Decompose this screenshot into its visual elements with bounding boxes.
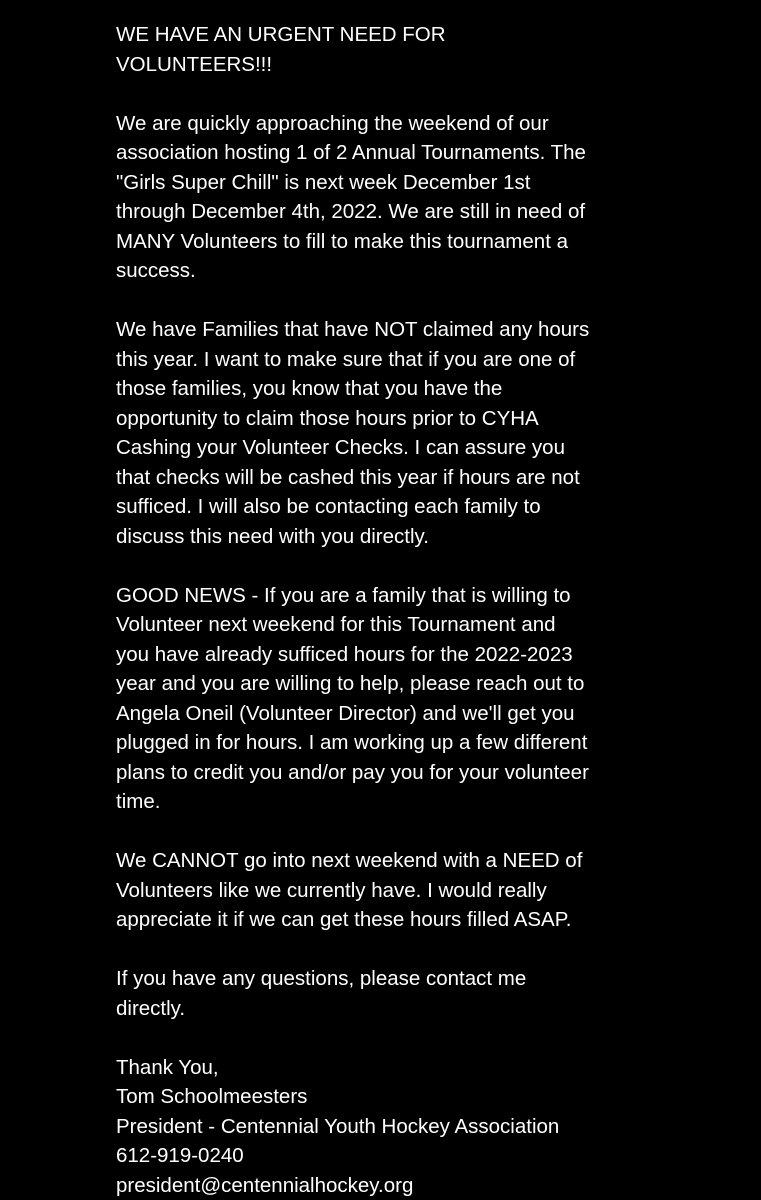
signature-name: Tom Schoolmeesters (116, 1085, 308, 1108)
text-line: Volunteer next weekend for this Tournament and (116, 613, 556, 636)
text-line: plugged in for hours. I am working up a few different (116, 731, 588, 754)
text-line: We have Families that have NOT claimed any hours (116, 318, 590, 341)
paragraph-cannot (116, 846, 746, 935)
heading (116, 20, 746, 79)
text-line: opportunity to claim those hours prior to CYHA (116, 406, 539, 430)
text-line: this year. I want to make sure that if you are one of (116, 347, 576, 371)
text-line: "Girls Super Chill" is next week December 1st (116, 170, 531, 194)
signature-closing: Thank You, (116, 1055, 219, 1079)
text-line: you have already sufficed hours for the 2022-2023 (116, 642, 573, 666)
paragraph-families (116, 315, 746, 551)
text-line: sufficed. I will also be contacting each family to (116, 495, 541, 518)
text-line: GOOD NEWS - If you are a family that is willing to (116, 583, 571, 607)
text-line: through December 4th, 2022. We are still in need of (116, 200, 586, 223)
text-line: MANY Volunteers to fill to make this tournament a (116, 229, 568, 253)
text-line: association hosting 1 of 2 Annual Tournaments. The (116, 141, 586, 164)
paragraph-gap (116, 79, 746, 109)
paragraph-good-news (116, 581, 746, 817)
text-line: year and you are willing to help, please reach out to (116, 672, 585, 695)
heading-line: VOLUNTEERS!!! (116, 52, 273, 76)
text-line: Cashing your Volunteer Checks. I can assure you (116, 436, 565, 459)
signature-phone: 612-919-0240 (116, 1144, 244, 1167)
paragraph-questions (116, 964, 746, 1023)
text-line: appreciate it if we can get these hours filled ASAP. (116, 908, 572, 931)
paragraph-gap (116, 935, 746, 965)
paragraph-gap (116, 817, 746, 847)
signature-email: president@centennialhockey.org (116, 1173, 414, 1197)
paragraph-gap (116, 1023, 746, 1053)
text-line: that checks will be cashed this year if hours are not (116, 465, 580, 489)
signature-title: President - Centennial Youth Hockey Association (116, 1114, 560, 1138)
signature-block (116, 1053, 746, 1200)
text-line: time. (116, 790, 161, 813)
paragraph-gap (116, 551, 746, 581)
text-line: We are quickly approaching the weekend of our (116, 111, 549, 135)
text-line: Angela Oneil (Volunteer Director) and we'll get you (116, 701, 575, 725)
text-line: We CANNOT go into next weekend with a NEED of (116, 849, 583, 872)
letter-document (116, 20, 746, 1200)
text-line: If you have any questions, please contact me (116, 967, 527, 990)
text-line: those families, you know that you have the (116, 377, 503, 400)
paragraph-gap (116, 286, 746, 316)
text-line: plans to credit you and/or pay you for your volunteer (116, 760, 589, 784)
text-line: Volunteers like we currently have. I would really (116, 878, 547, 902)
heading-line: WE HAVE AN URGENT NEED FOR (116, 23, 446, 46)
text-line: success. (116, 259, 196, 282)
text-line: directly. (116, 996, 186, 1020)
text-line: discuss this need with you directly. (116, 524, 429, 548)
paragraph-tournament (116, 109, 746, 286)
